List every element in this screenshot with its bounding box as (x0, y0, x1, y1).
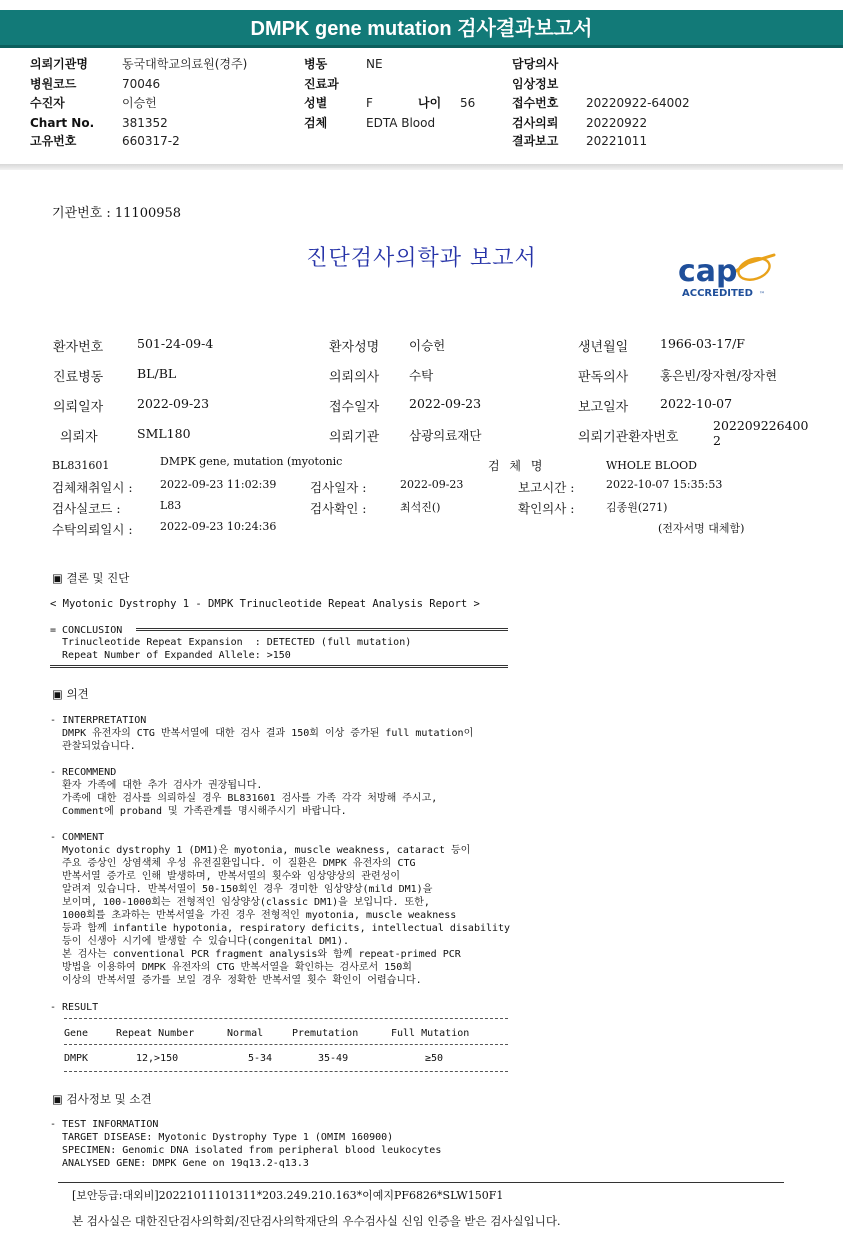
test-field-value: 2022-09-23 10:24:36 (160, 520, 277, 533)
patient-field-label: 진료병동 (53, 370, 104, 385)
comment-line: 이상의 반복서열 증가를 보일 경우 정확한 반복서열 횟수 확인이 어렵습니다. (50, 975, 422, 986)
test-field-value: L83 (160, 499, 182, 512)
result-cell: 5-34 (248, 1053, 273, 1064)
header-value: NE (366, 57, 383, 71)
header-label: 진료과 (304, 77, 339, 91)
section-conclusion-heading: ▣ 결론 및 진단 (52, 571, 130, 585)
patient-field-value: SML180 (137, 426, 191, 441)
cap-word: cap (678, 254, 738, 289)
header-label: Chart No. (30, 116, 95, 130)
specimen-value: WHOLE BLOOD (606, 459, 697, 472)
header-label: 고유번호 (30, 134, 77, 148)
institution-number: 기관번호 : 11100958 (52, 206, 182, 221)
header-info-panel (0, 50, 843, 165)
result-header-cell: Normal (227, 1028, 264, 1039)
header-value: 동국대학교의료원(경주) (122, 57, 248, 71)
comment-line: 등과 함께 infantile hypotonia, respiratory deficits, intellectual disability (50, 923, 511, 934)
comment-line: 본 검사는 conventional PCR fragment analysis와 함께 repeat-primed PCR (50, 949, 461, 960)
patient-field-label: 의뢰기관 (329, 430, 380, 445)
interpretation-line: 관찰되었습니다. (50, 741, 136, 752)
header-label: 담당의사 (512, 57, 559, 71)
conclusion-line-2: Repeat Number of Expanded Allele: >150 (50, 650, 291, 661)
patient-field-value: 501-24-09-4 (137, 336, 214, 351)
patient-field-label: 생년월일 (578, 340, 629, 355)
result-label: - RESULT (50, 1002, 99, 1013)
comment-line: 반복서열 증가로 인해 발생하며, 반복서열의 횟수와 임상양상의 관련성이 (50, 871, 401, 882)
cap-accredited-text: ACCREDITED (682, 288, 753, 299)
recommend-line: 환자 가족에 대한 추가 검사가 권장됩니다. (50, 780, 263, 791)
patient-field-label: 보고일자 (578, 400, 629, 415)
section-testinfo-heading: ▣ 검사정보 및 소견 (52, 1092, 152, 1106)
test-name: DMPK gene, mutation (myotonic (160, 455, 343, 468)
patient-field-label: 의뢰기관환자번호 (578, 430, 679, 445)
result-header-cell: Premutation (292, 1028, 359, 1039)
comment-line: 방법을 이용하여 DMPK 유전자의 CTG 반복서열을 확인하는 검사로서 150회 (50, 962, 412, 973)
comment-line: 1000회를 초과하는 반복서열을 가진 경우 전형적인 myotonia, muscle weakness (50, 910, 457, 921)
result-header-cell: Gene (64, 1028, 89, 1039)
patient-field-value: 수탁 (409, 368, 434, 383)
comment-line: Myotonic dystrophy 1 (DM1)은 myotonia, muscle weakness, cataract 등이 (50, 845, 471, 856)
header-value: 660317-2 (122, 134, 180, 148)
electronic-signature-note: (전자서명 대체함) (658, 522, 745, 535)
test-code: BL831601 (52, 459, 110, 472)
cap-trademark: ™ (759, 291, 765, 298)
report-name: < Myotonic Dystrophy 1 - DMPK Trinucleotide Repeat Analysis Report > (50, 598, 480, 610)
test-information-line: SPECIMEN: Genomic DNA isolated from peripheral blood leukocytes (50, 1145, 442, 1156)
header-value: 이승헌 (122, 96, 157, 110)
test-field-label: 검체채취일시 : (52, 480, 133, 495)
test-field-label: 확인의사 : (518, 501, 575, 516)
recommend-line: 가족에 대한 검사를 의뢰하실 경우 BL831601 검사를 가족 각각 처방해 주시고, (50, 793, 438, 804)
comment-line: 알려져 있습니다. 반복서열이 50-150회인 경우 경미한 임상양상(mild DM1)을 (50, 884, 433, 895)
section-opinion-heading: ▣ 의견 (52, 687, 89, 701)
patient-field-value: 2022-09-23 (409, 396, 482, 411)
patient-field-value: 삼광의료재단 (409, 428, 482, 443)
header-label: 병동 (304, 57, 328, 71)
result-cell: 35-49 (318, 1053, 349, 1064)
comment-label: - COMMENT (50, 832, 105, 843)
header-value: EDTA Blood (366, 116, 436, 130)
patient-field-value: 1966-03-17/F (660, 336, 745, 351)
test-information-label: - TEST INFORMATION (50, 1119, 159, 1130)
comment-line: 등이 신생아 시기에 발생할 수 있습니다(congenital DM1). (50, 936, 350, 947)
header-label: 결과보고 (512, 134, 559, 148)
test-field-label: 검사실코드 : (52, 501, 121, 516)
comment-line: 주요 증상인 상염색체 우성 유전질환입니다. 이 질환은 DMPK 유전자의 CTG (50, 858, 416, 869)
header-label: 접수번호 (512, 96, 559, 110)
conclusion-line-1: Trinucleotide Repeat Expansion : DETECTED (full mutation) (50, 637, 412, 648)
test-field-label: 검사확인 : (310, 501, 367, 516)
header-label: 임상정보 (512, 77, 559, 91)
conclusion-label: = CONCLUSION (50, 625, 129, 636)
result-cell: 12,>150 (136, 1053, 179, 1064)
patient-field-value: 2022-09-23 (137, 396, 210, 411)
header-value: 381352 (122, 116, 168, 130)
header-label: 병원코드 (30, 77, 77, 91)
cap-accredited-logo (676, 251, 786, 301)
recommend-label: - RECOMMEND (50, 767, 117, 778)
patient-field-value: 2022-10-07 (660, 396, 733, 411)
comment-line: 보이며, 100-1000회는 전형적인 임상양상(classic DM1)을 보입니다. 또한, (50, 897, 430, 908)
footer-certification-line: 본 검사실은 대한진단검사의학회/진단검사의학재단의 우수검사실 신임 인증을 받은 검사실입니다. (72, 1214, 561, 1228)
header-value: 20220922 (586, 116, 648, 130)
recommend-line: Comment에 proband 및 가족관계를 명시해주시기 바랍니다. (50, 806, 347, 817)
patient-field-value: 202209226400 2 (713, 418, 809, 448)
header-value: 20221011 (586, 134, 648, 148)
patient-field-label: 의뢰의사 (329, 370, 380, 385)
lab-report-title: 진단검사의학과 보고서 (306, 246, 537, 271)
specimen-label: 검 체 명 (488, 459, 543, 473)
result-header-cell: Full Mutation (391, 1028, 470, 1039)
test-information-line: ANALYSED GENE: DMPK Gene on 19q13.2-q13.3 (50, 1158, 309, 1169)
header-label: 수진자 (30, 96, 65, 110)
patient-field-label: 판독의사 (578, 370, 629, 385)
patient-field-value: 이승헌 (409, 338, 446, 353)
patient-field-value: BL/BL (137, 366, 177, 381)
result-header-cell: Repeat Number (116, 1028, 195, 1039)
header-label: 검체 (304, 116, 328, 130)
result-rule-top (64, 1018, 508, 1019)
footer-security-line: [보안등급:대외비]20221011101311*203.249.210.163*이예지PF6826*SLW150F1 (72, 1189, 504, 1202)
patient-field-value: 홍은빈/장자현/장자현 (660, 368, 778, 383)
test-field-label: 검사일자 : (310, 480, 367, 495)
header-label: 나이 (418, 96, 442, 110)
interpretation-label: - INTERPRETATION (50, 715, 147, 726)
interpretation-line: DMPK 유전자의 CTG 반복서열에 대한 검사 결과 150회 이상 증가된 full mutation이 (50, 728, 474, 739)
test-field-value: 2022-09-23 11:02:39 (160, 478, 277, 491)
conclusion-end-rule (50, 665, 508, 668)
header-label: 검사의뢰 (512, 116, 559, 130)
header-value: F (366, 96, 373, 110)
result-rule-mid (64, 1044, 508, 1045)
patient-field-label: 의뢰자 (60, 430, 98, 445)
header-label: 성별 (304, 96, 328, 110)
header-separator (0, 164, 843, 170)
header-label: 의뢰기관명 (30, 57, 88, 71)
header-value: 70046 (122, 77, 161, 91)
result-cell: ≥50 (425, 1053, 444, 1064)
conclusion-rule (136, 628, 508, 631)
footer-divider (58, 1182, 784, 1183)
header-value: 20220922-64002 (586, 96, 690, 110)
report-main-title: DMPK gene mutation 검사결과보고서 (250, 18, 593, 40)
patient-field-label: 접수일자 (329, 400, 380, 415)
test-field-value: 김종원(271) (606, 501, 668, 514)
test-field-label: 보고시간 : (518, 480, 575, 495)
test-field-value: 최석진() (400, 501, 441, 514)
header-value: 56 (460, 96, 476, 110)
test-field-label: 수탁의뢰일시 : (52, 522, 133, 537)
result-rule-bottom (64, 1071, 508, 1072)
test-information-line: TARGET DISEASE: Myotonic Dystrophy Type 1 (OMIM 160900) (50, 1132, 394, 1143)
result-cell: DMPK (64, 1053, 89, 1064)
patient-field-label: 환자성명 (329, 340, 380, 355)
test-field-value: 2022-10-07 15:35:53 (606, 478, 723, 491)
test-field-value: 2022-09-23 (400, 478, 464, 491)
report-title-bar (0, 10, 843, 48)
patient-field-label: 의뢰일자 (53, 400, 104, 415)
patient-field-label: 환자번호 (53, 340, 104, 355)
